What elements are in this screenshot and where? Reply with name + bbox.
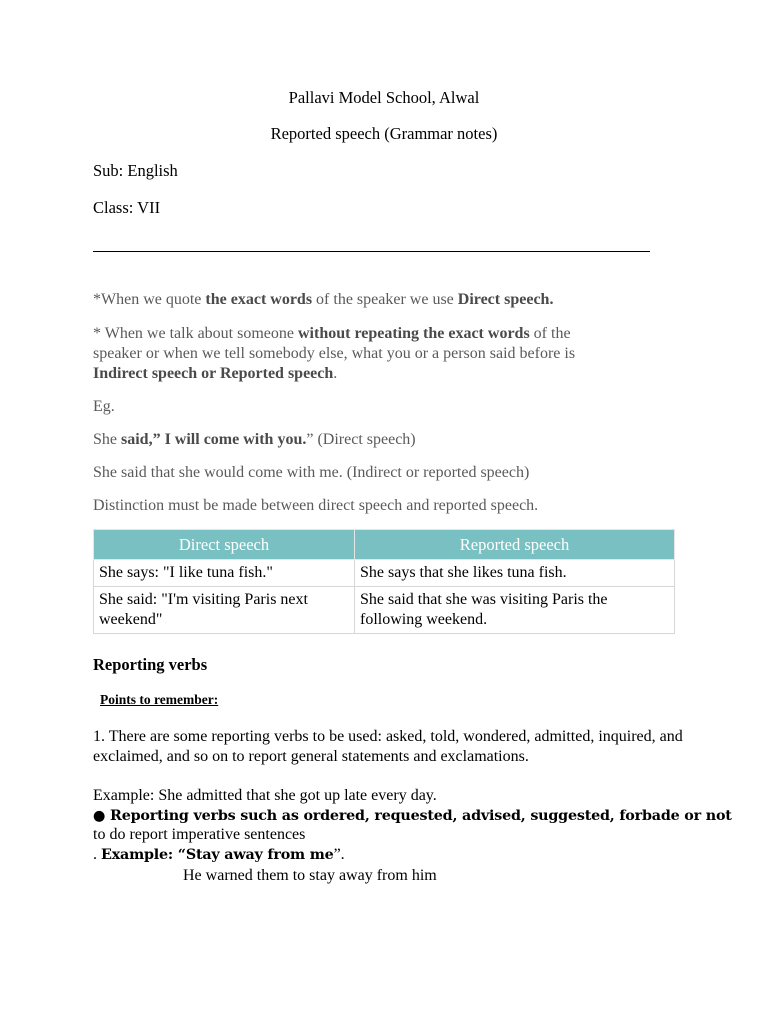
eg-label: Eg. xyxy=(93,398,115,415)
column-header-reported: Reported speech xyxy=(355,530,675,560)
point-one: 1. There are some reporting verbs to be used: asked, told, wondered, admitted, inquired, and exclaimed, and so on to report general statements and exclamations. xyxy=(93,728,683,765)
bullet-point: ● Reporting verbs such as ordered, requested, advised, suggested, forbade or not xyxy=(93,808,732,824)
text-fragment: speaker or when we tell somebody else, what you or a person said before is xyxy=(93,345,576,362)
emphasis-text: Example: “Stay away from me xyxy=(101,847,334,863)
example-one: Example: She admitted that she got up late every day. xyxy=(93,787,437,804)
points-heading: Points to remember: xyxy=(100,692,219,707)
table-cell: She said: "I'm visiting Paris next weekend" xyxy=(94,587,355,634)
comparison-table xyxy=(93,529,675,634)
table-cell: She said that she was visiting Paris the following weekend. xyxy=(355,587,675,634)
table-cell: She says that she likes tuna fish. xyxy=(355,560,675,587)
school-name: Pallavi Model School, Alwal xyxy=(288,88,480,107)
text-fragment: ”. xyxy=(333,846,345,863)
table-header-row xyxy=(94,530,675,560)
emphasis-text: the exact words xyxy=(205,291,313,308)
table-row xyxy=(94,587,675,634)
text-fragment: . xyxy=(93,846,101,863)
text-fragment: *When we quote xyxy=(93,291,206,308)
text-fragment: Direct speech) xyxy=(322,431,416,448)
direct-speech-example xyxy=(93,430,416,450)
example-two xyxy=(93,845,693,865)
subject-line: Sub: English xyxy=(93,161,178,180)
text-fragment: . xyxy=(333,365,338,382)
reporting-verbs-heading: Reporting verbs xyxy=(93,655,208,674)
example-two-line-two: He warned them to stay away from him xyxy=(183,867,437,884)
text-fragment: * When we talk about someone xyxy=(93,325,298,342)
document-title: Reported speech (Grammar notes) xyxy=(270,124,498,143)
bullet-continuation: to do report imperative sentences xyxy=(93,826,306,843)
table-row xyxy=(94,560,675,587)
text-fragment: She xyxy=(93,431,121,448)
distinction-note: Distinction must be made between direct speech and reported speech. xyxy=(93,497,539,514)
emphasis-text: Direct speech. xyxy=(457,291,554,308)
text-fragment: of the speaker we use xyxy=(312,291,458,308)
text-fragment: of the xyxy=(529,325,571,342)
indirect-speech-example: She said that she would come with me. (Indirect or reported speech) xyxy=(93,464,530,481)
table-cell: She says: "I like tuna fish." xyxy=(94,560,355,587)
column-header-direct: Direct speech xyxy=(94,530,355,560)
direct-speech-definition xyxy=(93,290,553,310)
class-line: Class: VII xyxy=(93,198,161,217)
text-fragment: ” ( xyxy=(306,431,323,448)
emphasis-text: Indirect speech or Reported speech xyxy=(93,365,334,382)
emphasis-text: said,” I will come with you. xyxy=(121,431,307,448)
indirect-speech-definition xyxy=(93,324,713,384)
emphasis-text: without repeating the exact words xyxy=(297,325,530,342)
horizontal-rule xyxy=(93,251,650,252)
